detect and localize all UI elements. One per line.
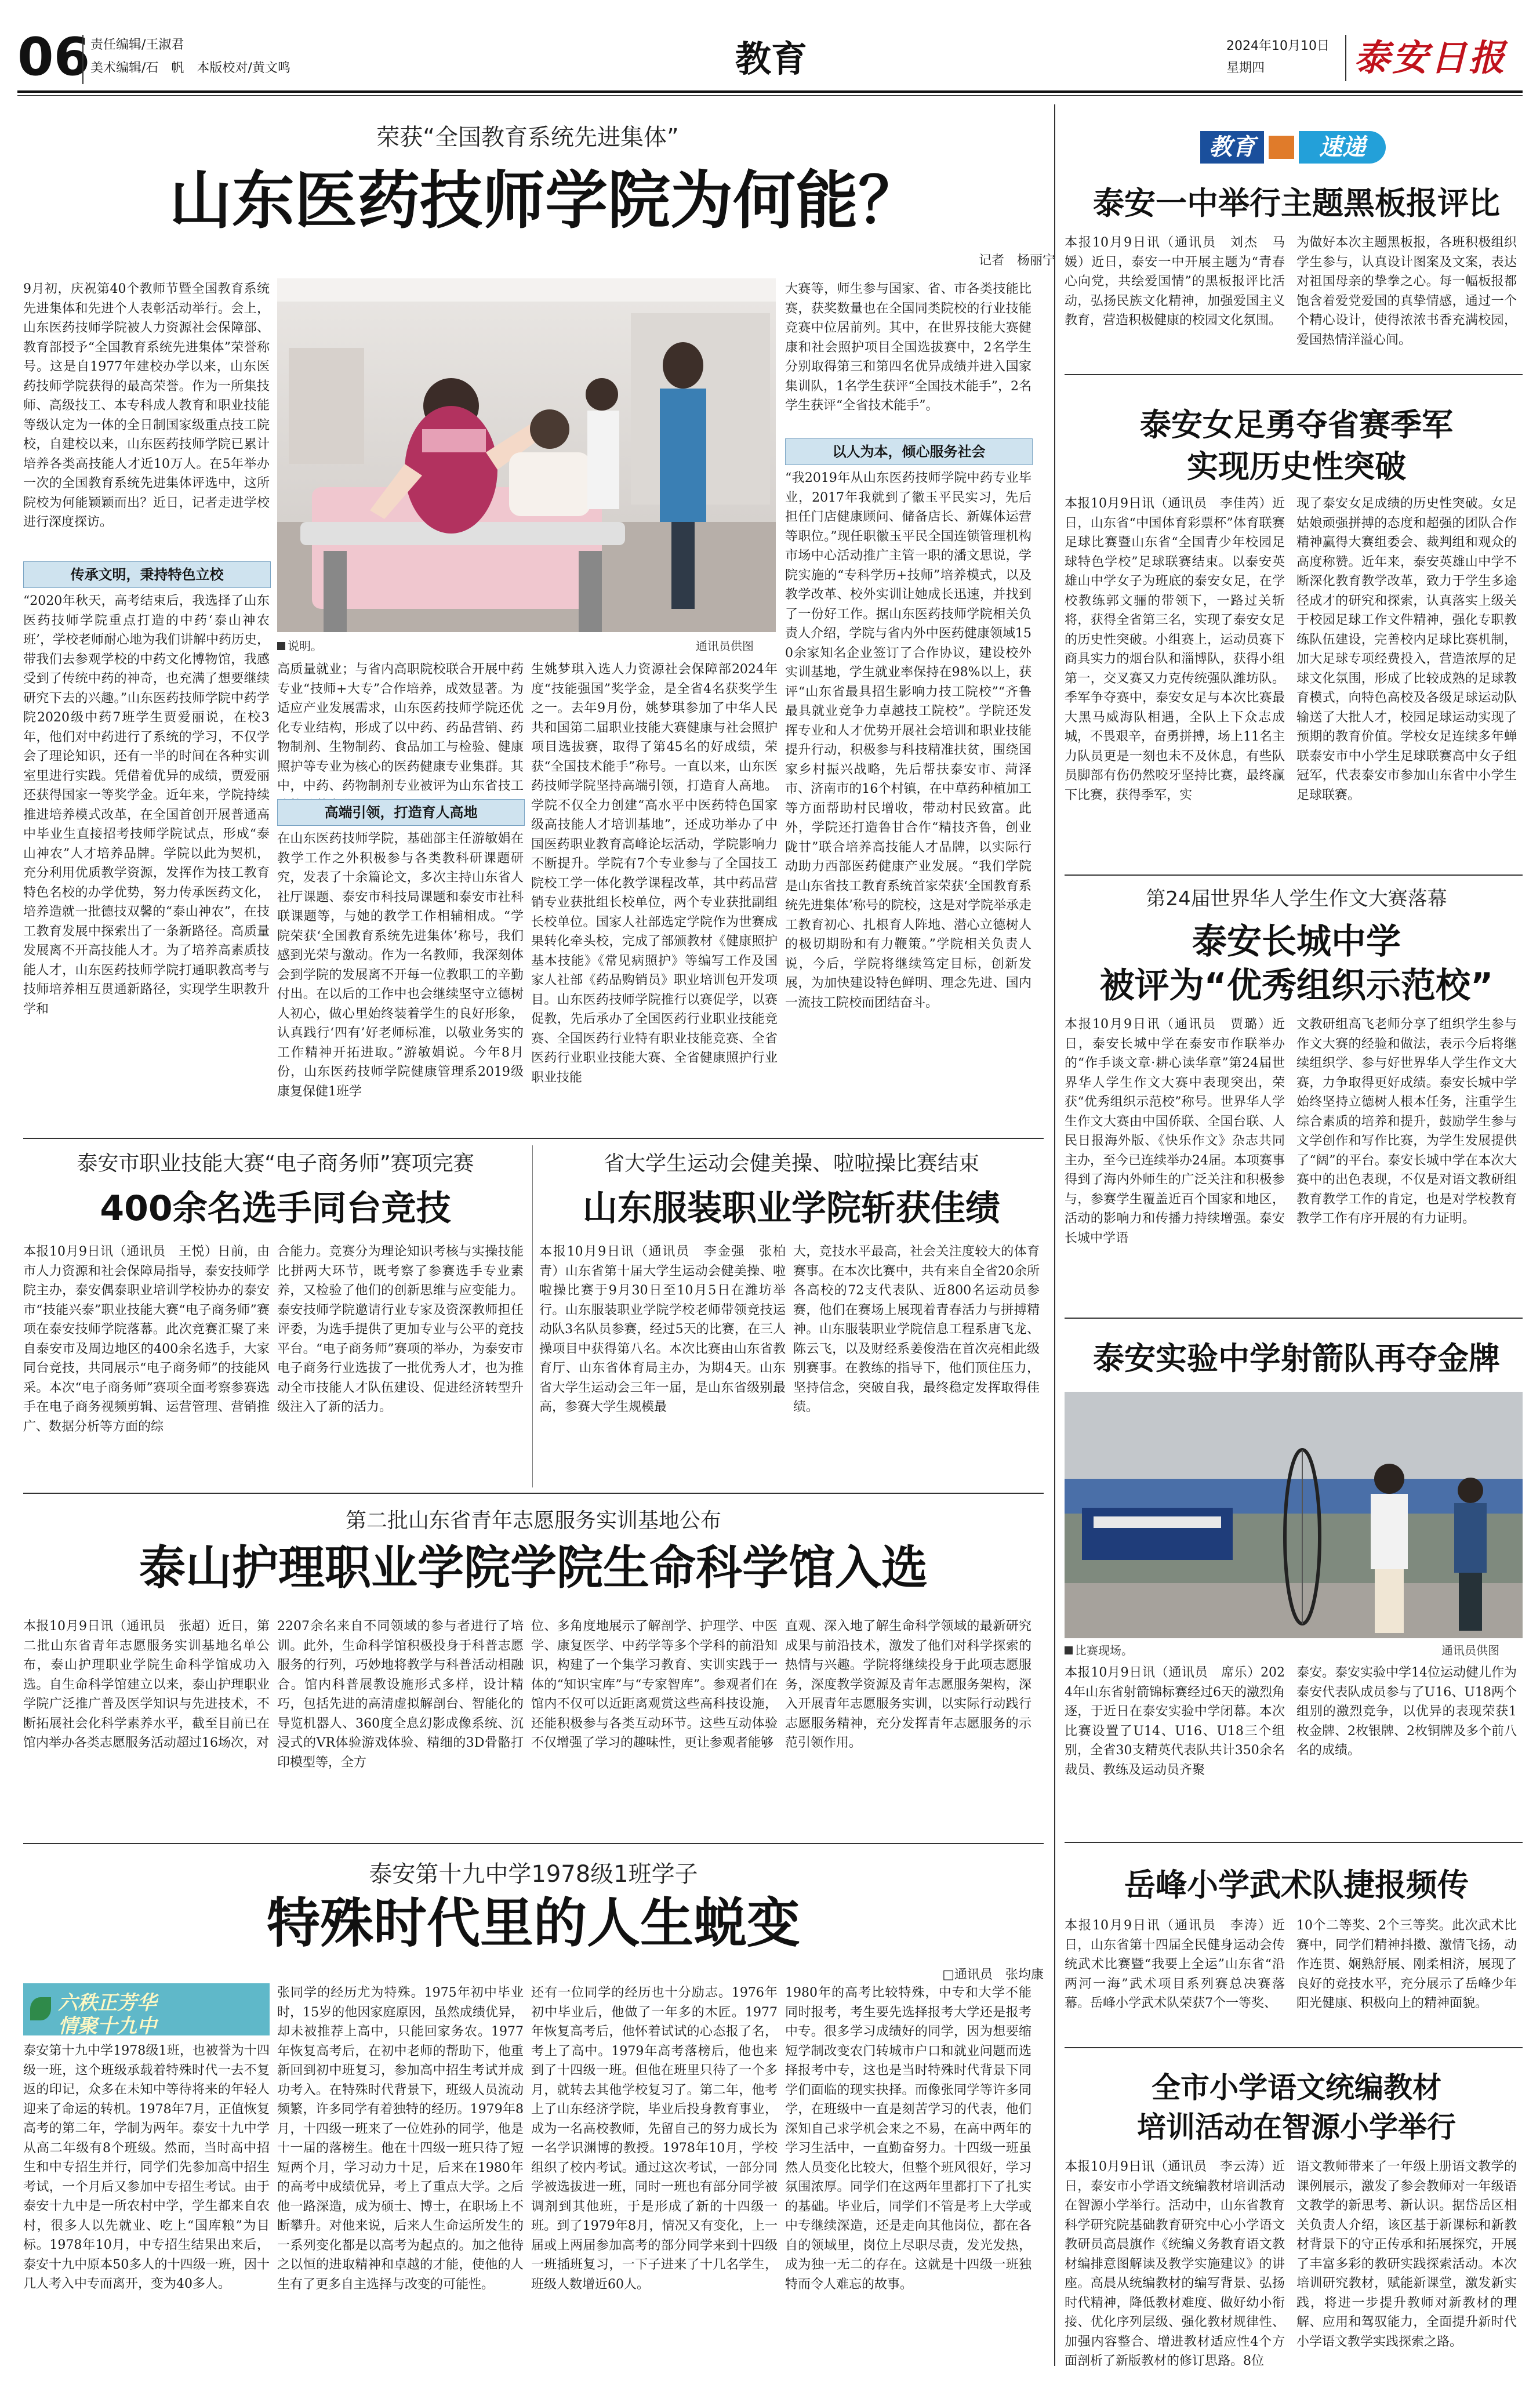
lead-photo-caption	[277, 637, 322, 654]
lead-bottom-rule	[23, 1138, 1044, 1139]
camera-icon	[1065, 1646, 1073, 1654]
lead-col1b: “2020年秋天，高考结束后，我选择了山东医药技师学院重点打造的中药‘泰山神农班’，学校老师耐心地为我们讲解中药历史，带我们去参观学校的中药文化博物馆，我感受到了传统中药的神奇，也充满了想要继续研究下去的兴趣。”山东医药技师学院中药学院2020级中药7班学生贾爱丽说，在校3年，他们对中药进行了系统的学习，不仅学会了理论知识，还有一半的时间在各种实训室里进行实践。凭借着优异的成绩，贾爱丽还获得国家一等奖学金。近年来，学院持续推进培养模式改革，在全国首创开展普通高中毕业生直接招考技师学院试点，形成“泰山神农”人才培养品牌。学院以此为契机，充分利用优质教学资源，发挥作为技工教育特色名校的办学优势，努力传承医药文化，培养造就一批德技双馨的“泰山神农”，在技工教育发展中探索出了一条新路径。高质量发展离不开高技能人才。为了培养高素质技能人才，山东医药技师学院打通职教高考与技师培养相互贯通新路径，实现学生职教升学和	[23, 594, 270, 1017]
rail-s1-title: 泰安一中举行主题黑板报评比	[1093, 185, 1500, 222]
rail-s4-title: 泰安实验中学射箭队再夺金牌	[1093, 1340, 1500, 1377]
lead-col2: 高质量就业；与省内高职院校联合开展中药专业“技师+大专”合作培养，成效显著。为适应产业发展需求，山东医药技师学院还优化专业结构，形成了以中药、药品营销、药物制剂、生物制药、食品加工与检验、健康照护等专业为核心的医药健康专业集群。其中，中药、药物制剂专业被评为山东省技工	[277, 662, 524, 793]
rail-s2-body-1: 本报10月9日讯（通讯员 李佳芮）近日，山东省“中国体育彩票杯”体育联赛足球比赛暨山东省“全国青少年校园足球特色学校”足球联赛结束。以泰安英雄山中学女子为班底的泰安女足，在学校教练郭文骊的带领下，一路过关斩将，获得全省第三名，实现了泰安女足的历史性突破。小组赛上，运动员赛下商具实力的烟台队和淄博队，获得小组第一，交叉赛又力克传统强队潍坊队。季军争夺赛中，泰安女足与本次比赛最大黑马威海队相遇，全队上下众志成城，不畏艰辛，奋勇拼搏，场上11名主力队员更是一刻也未不及休息，有些队员脚部有伤仍然咬牙坚持比赛，最终赢下比赛，获得季军，实	[1065, 496, 1285, 803]
editor-line-1: 责任编辑/王淑君	[90, 38, 184, 52]
archery-photo-caption	[1065, 1641, 1133, 1658]
rail-s3-title-2: 被评为“优秀组织示范校”	[1099, 966, 1494, 1006]
rail-s2-title-2: 实现历史性突破	[1187, 448, 1406, 485]
cheer-kicker: 省大学生运动会健美操、啦啦操比赛结束	[603, 1152, 979, 1175]
lead-subhead-3: 以人为本，倾心服务社会	[785, 438, 1033, 465]
school19-col2: 张同学的经历尤为特殊。1975年初中毕业时，15岁的他因家庭原因，虽然成绩优异，却未被推荐上高中，只能回家务农。1977年恢复高考后，在初中老师的帮助下，他重新回到初中班复习，参加高中招生考试并成功考入。在特殊时代背景下，班级人员流动频繁，许多同学有着独特的经历。1979年8月，十四级一班来了一位姓孙的同学，他是十一届的落榜生。他在十四级一班只待了短短两个月，学习动力十足，后来在1980年的高考中成绩优异，考上了重点大学。之后他一路深造，成为硕士、博士，在职场上不断攀升。对他来说，后来人生命运所发生的一系列变化都是以高考为起点的。加之他待之以恒的进取精神和卓越的才能，使他的人生有了更多自主选择与改变的可能性。	[277, 1986, 524, 2292]
lead-photo	[277, 278, 776, 632]
leaf-icon	[30, 1997, 51, 2020]
vocational-kicker: 泰安市职业技能大赛“电子商务师”赛项完赛	[77, 1152, 474, 1175]
vocational-body-2: 合能力。竞赛分为理论知识考核与实操技能比拼两大环节，既考察了参赛选手专业素养，又检验了他们的创新思维与应变能力。泰安技师学院邀请行业专家及资深教师担任评委，为选手提供了更加专业与公平的竞技平台。“电子商务师”赛项的举办，为泰安市电子商务行业选拔了一批优秀人才，也为推动全市技能人才队伍建设、促进经济转型升级注入了新的活力。	[277, 1244, 524, 1414]
rail-s6-title-2: 培训活动在智源小学举行	[1137, 2110, 1456, 2144]
rail-s6-title-1: 全市小学语文统编教材	[1152, 2071, 1441, 2104]
vocational-divider	[532, 1145, 533, 1487]
school19-col3: 还有一位同学的经历也十分励志。1976年初中毕业后，他做了一年多的木匠。1977年恢复高考后，他怀着试试的心态报了名，考上了高中。1979年高考落榜后，他也来到了十四级一班。但他在班里只待了一个多月，就转去其他学校复习了。第二年，他考上了山东经济学院，毕业后投身教育事业，成为一名高校教师，先留自己的努力成长为一名学识渊博的教授。1978年10月，学校组织了校内考试。通过这次考试，一部分同学被选拔进一班，同时一班也有部分同学被调剂到其他班，于是形成了新的十四级一班。到了1979年8月，情况又有变化，上一届或上两届参加高考的部分同学来到十四级一班插班复习，一下子进来了十几名学生，班级人数增近60人。	[531, 1986, 778, 2292]
nursing-body-1: 本报10月9日讯（通讯员 张超）近日，第二批山东省青年志愿服务实训基地名单公布，泰山护理职业学院生命科学馆成功入选。自生命科学馆建立以来，泰山护理职业学院广泛推广普及医学知识与先进技术，不断拓展社会化科学素养水平，截至目前已在馆内举办各类志愿服务活动超过16场次，对	[23, 1619, 270, 1750]
archery-photo-image	[1065, 1392, 1523, 1638]
lead-title: 山东医药技师学院为何能？	[169, 165, 921, 237]
archery-photo	[1065, 1392, 1523, 1638]
school19-col4: 1980年的高考比较特殊，中专和大学不能同时报考，考生要先选择报考大学还是报考中专。很多学习成绩好的同学，因为想要缩短学制改变农门转城市户口和就业问题而选择报考中专，这也是当时特殊时代背景下同学们面临的现实抉择。而像张同学等许多同学，在班级中一直是刻苦学习的代表，他们深知自己求学机会来之不易，在高中两年的学习生活中，一直勤奋努力。十四级一班虽然人员变化比较大，但整个班风很好，学习氛围浓厚。同学们在这两年里都打下了扎实的基础。毕业后，同学们不管是考上大学或中专继续深造，还是走向其他岗位，都在各自的领域里，岗位上尽职尽责，发光发热，成为独一无二的存在。这就是十四级一班独特而令人难忘的故事。	[785, 1986, 1031, 2292]
issue-date: 2024年10月10日	[1226, 39, 1330, 53]
cheer-bottom-rule	[23, 1493, 1044, 1494]
nursing-body-3: 位、多角度地展示了解剖学、护理学、中医学、康复医学、中药学等多个学科的前沿知识，构建了一个集学习教育、实训实践于一体的“知识宝库”与“专家智库”。参观者们在馆内不仅可以近距离观赏这些高科技设施，还能积极参与各类互动环节。这些互动体验不仅增强了学习的趣味性，更让参观者能够	[531, 1619, 778, 1750]
lead-photo-label: 说明。	[288, 639, 322, 653]
archery-photo-label: 比赛现场。	[1075, 1643, 1133, 1657]
school19-badge-line2: 情聚十九中	[58, 2015, 157, 2038]
lead-col3: 生姚梦琪入选人力资源社会保障部2024年度“技能强国”奖学金，是全省4名获奖学生之一。去年9月份，姚梦琪参加了中华人民共和国第二届职业技能大赛健康与社会照护项目选拔赛，取得了第45名的好成绩，荣获“全国技术能手”称号。一直以来，山东医药技师学院坚持高端引领，打造育人高地。学院不仅全力创建“高水平中医药特色国家级高技能人才培训基地”，还成功举办了中国医药职业教育高峰论坛活动，学院影响力不断提升。学院有7个专业参与了全国技工院校工学一体化教学课程改革，其中药品营销专业获批组长校单位，两个专业获批副组长校单位。国家人社部选定学院作为世赛成果转化牵头校，完成了部颁教材《健康照护基本技能》《常见病照护》等编写工作及国家人社部《药品购销员》职业培训包开发项目。山东医药技师学院推行以赛促学，以赛促教，先后承办了全国医药行业职业技能竞赛、全国医药行业特有职业技能竞赛、全省医药行业职业技能大赛、全省健康照护行业职业技能	[531, 662, 778, 1085]
badge-part-a: 教育	[1200, 131, 1264, 164]
rail-rule-3	[1065, 1318, 1523, 1319]
rail-s5-body-2: 10个二等奖、2个三等奖。此次武术比赛中，同学们精神抖擞、激情飞扬，动作连贯、娴熟舒展、刚柔相济，展现了良好的竞技水平，充分展示了岳峰少年阳光健康、积极向上的精神面貌。	[1296, 1918, 1517, 2011]
nursing-body-4: 直观、深入地了解生命科学领域的最新研究成果与前沿技术，激发了他们对科学探索的热情与兴趣。学院将继续投身于此项志愿服务，深度教学资源及青年志愿服务架构，深入开展青年志愿服务实训，以实际行动践行志愿服务精神，充分发挥青年志愿服务的示范引领作用。	[785, 1619, 1031, 1750]
section-title: 教育	[735, 38, 807, 80]
page-number: 06	[17, 27, 90, 88]
camera-icon	[277, 642, 285, 650]
masthead-rule	[17, 90, 1523, 93]
rail-s3-body-2: 文教研组高飞老师分享了组织学生参与作文大赛的经验和做法，表示今后将继续组织学、参与好世界华人学生作文大赛，力争取得更好成绩。泰安长城中学始终坚持立德树人根本任务，注重学生综合素质的培养和提升，鼓励学生参与文学创作和写作比赛，为学生发展提供了“阔”的平台。泰安长城中学在本次大赛中的出色表现，不仅是对语文教研组教育教学工作的肯定，也是对学校教育教学工作有序开展的有力证明。	[1296, 1017, 1517, 1226]
rail-s6-body-1: 本报10月9日讯（通讯员 李云涛）近日，泰安市小学语文统编教材培训活动在智源小学举行。活动中，山东省教育科学研究院基础教育研究中心小学语文教研员高晨旗作《统编义务教育语文教材编排意图解读及教学实施建议》的讲座。高晨从统编教材的编写背景、弘扬时代精神，降低教材难度、做好幼小衔接、优化序列层级、强化教材规律性、加强内容整合、增进教材适应性4个方面剖析了新版教材的修订思路。8位	[1065, 2160, 1285, 2368]
nursing-bottom-rule	[23, 1843, 1044, 1844]
paper-logo: 泰安日报	[1354, 37, 1508, 79]
school19-kicker: 泰安第十九中学1978级1班学子	[369, 1861, 698, 1888]
rail-s2-body-2: 现了泰安女足成绩的历史性突破。女足姑娘顽强拼搏的态度和超强的团队合作精神赢得大赛组委会、裁判组和观众的高度称赞。近年来，泰安英雄山中学不断深化教育教学改革，致力于学生多途径成才的研究和探索，认真落实上级关于校园足球工作文件精神，强化专职教练队伍建设，完善校内足球比赛机制，加大足球专项经费投入，营造浓厚的足球文化氛围，形成了比较成熟的足球教育模式，向特色高校及各级足球运动队输送了大批人才，校园足球运动实现了预期的教育价值。学校女足连续多年蝉联泰安市中小学生足球联赛高中女子组冠军，代表泰安市参加山东省中小学生足球联赛。	[1296, 496, 1517, 803]
rail-s4-body-2: 泰安。泰安实验中学14位运动健儿作为泰安代表队成员参与了U16、U18两个组别的激烈竞争，以优异的表现荣获1枚金牌、2枚银牌、2枚铜牌及多个前八名的成绩。	[1296, 1665, 1517, 1758]
lead-photo-credit: 通讯员供图	[696, 639, 754, 653]
cheer-body-1: 本报10月9日讯（通讯员 李金强 张柏青）山东省第十届大学生运动会健美操、啦啦操比赛于9月30日至10月5日在潍坊举行。山东服装职业学院学校老师带领竞技运动队3名队员参赛，经过5天的比赛，在三人操项目中获得第八名。本次比赛由山东省教育厅、山东省体育局主办，为期4天。山东省大学生运动会三年一届，是山东省级别最高，参赛大学生规模最	[539, 1244, 786, 1414]
vocational-title: 400余名选手同台竞技	[100, 1188, 451, 1229]
school19-byline: □通讯员 张均康	[942, 1968, 1044, 1982]
lead-subhead-2: 高端引领，打造育人高地	[277, 799, 525, 826]
school19-badge	[23, 1983, 270, 2038]
archery-photo-credit: 通讯员供图	[1441, 1643, 1499, 1657]
rail-s3-kicker: 第24届世界华人学生作文大赛落幕	[1146, 887, 1447, 910]
nursing-kicker: 第二批山东省青年志愿服务实训基地公布	[345, 1509, 721, 1533]
rail-s1-body-2: 为做好本次主题黑板报，各班积极组织学生参与，认真设计图案及文案，表达对祖国母亲的挚拳之心。每一幅板报都饱含着爱党爱国的真挚情感，通过一个个精心设计，使得浓浓书香充满校园，爱国热情洋溢心间。	[1296, 235, 1517, 347]
masthead-divider	[82, 35, 83, 84]
editor-line-2: 美术编辑/石 帆 本版校对/黄文鸣	[90, 61, 290, 75]
lead-col4b: “我2019年从山东医药技师学院中药专业毕业，2017年我就到了徽玉平民实习，先后担任门店健康顾问、储备店长、新媒体运营等职位。”现任职徽玉平民全国连锁管理机构市场中心活动推广主管一职的潘文思说，学院实施的“专科学历+技师”培养模式，以及教学改革、校外实训让她成长迅速，并找到了一份好工作。据山东医药技师学院相关负责人介绍，学院与省内外中医药健康领域150余家知名企业签订了合作协议，建设校外实训基地，学生就业率保持在98%以上，获评“山东省最具招生影响力技工院校”“齐鲁最具就业竞争力卓越技工院校”。学院还发挥专业和人才优势开展社会培训和职业技能提升行动，积极参与科技精准扶贫，围绕国家乡村振兴战略，先后帮扶泰安市、菏泽市、济南市的16个村镇，在中草药种植加工等方面帮助村民增收，带动村民致富。此外，学院还打造鲁甘合作“精技齐鲁，创业陇甘”联合培养高技能人才品牌，以实际行动助力西部医药健康产业发展。“我们学院是山东省技工教育系统首家荣获‘全国教育系统先进集体’称号的院校，这是对学院举承走工教育初心、扎根育人阵地、潜心立德树人的极切期盼和有力鞭策。”学院相关负责人说，今后，学院将继续笃定目标，创新发展，为加快建设特色鲜明、理念先进、国内一流技工院校而团结奋斗。	[785, 471, 1031, 1010]
school19-badge-line1: 六秩正芳华	[58, 1991, 157, 2015]
issue-weekday: 星期四	[1226, 61, 1265, 75]
cheer-body-2: 大，竞技水平最高，社会关注度较大的体育赛事。在本次比赛中，共有来自全省20余所各高校的72支代表队、近800名运动员参赛，他们在赛场上展现着青春活力与拼搏精神。山东服装职业学院信息工程系唐飞龙、陈云飞，以及财经系姜俊浩在首次亮相此级别赛事。在教练的指导下，他们顶住压力，坚持信念，突破自我，最终稳定发挥取得佳绩。	[793, 1244, 1040, 1414]
rail-rule-1	[1065, 374, 1523, 375]
rail-s5-title: 岳峰小学武术队捷报频传	[1124, 1867, 1469, 1903]
vocational-body-1: 本报10月9日讯（通讯员 王悦）日前，由市人力资源和社会保障局指导，泰安技师学院主办，泰安偶泰职业培训学校协办的泰安市“技能兴泰”职业技能大赛“电子商务师”赛项在泰安技师学院落幕。此次竞赛汇聚了来自泰安市及周边地区的400余名选手，大家同台竞技，共同展示“电子商务师”的技能风采。本次“电子商务师”赛项全面考察参赛选手在电子商务视频剪辑、运营管理、营销推广、数据分析等方面的综	[23, 1244, 270, 1434]
rail-rule-4	[1065, 1842, 1523, 1843]
rail-s3-title-1: 泰安长城中学	[1192, 921, 1401, 962]
school19-col1: 泰安第十九中学1978级1班，也被誉为十四级一班，这个班级承载着特殊时代一去不复返的印记，众多在未知中等待将来的年轻人迎来了命运的转机。1978年7月，正值恢复高考的第二年，学制为两年。泰安十九中学从高二年级有8个班级。然而，当时高中招生和中专招生并行，同学们先参加高中招生考试，一个月后又参加中专招生考试。由于泰安十九中是一所农村中学，学生都来自农村，很多人以先就业、吃上“国库粮”为目标。1978年10月，中专招生结果出来后，泰安十九中原本50多人的十四级一班，因十几人考入中专而离开，变为40多人。	[23, 2044, 270, 2291]
lead-col4a: 大赛等，师生参与国家、省、市各类技能比赛，获奖数量也在全国同类院校的行业技能竞赛中位居前列。其中，在世界技能大赛健康和社会照护项目全国选拔赛中，2名学生分别取得第三和第四名优异成绩并进入国家集训队，1名学生获评“全国技术能手”，2名学生获评“全省技术能手”。	[785, 282, 1031, 413]
rail-rule-2	[1065, 875, 1523, 876]
school19-title: 特殊时代里的人生蜕变	[266, 1892, 800, 1954]
lead-photo-image	[277, 278, 776, 632]
nursing-body-2: 2207余名来自不同领域的参与者进行了培训。此外，生命科学馆积极投身于科普志愿服务的行列，巧妙地将教学与科普活动相融合。馆内科普展教设施形式多样，设计精巧，包括先进的高清虚拟解剖台、智能化的导览机器人、360度全息幻影成像系统、沉浸式的VR体验游戏体验、精细的3D骨骼打印模型等，全方	[277, 1619, 524, 1770]
masthead-rule-thin	[17, 95, 1523, 96]
rail-s5-body-1: 本报10月9日讯（通讯员 李涛）近日，山东省第十四届全民健身运动会传统武术比赛暨“我要上全运”山东省“沿两河一海”武术项目系列赛总决赛落幕。岳峰小学武术队荣获7个一等奖、	[1065, 1918, 1285, 2011]
rail-rule-5	[1065, 2047, 1523, 2048]
masthead-divider-2	[1345, 35, 1346, 81]
news-express-badge	[1200, 129, 1392, 166]
rail-s1-body-1: 本报10月9日讯（通讯员 刘杰 马媛）近日，泰安一中开展主题为“青春心向党，共绘爱国情”的黑板报评比活动，弘扬民族文化精神，加强爱国主义教育，营造积极健康的校园文化氛围。	[1065, 235, 1285, 328]
lead-subhead-1: 传承文明，秉持特色立校	[23, 561, 271, 588]
school-building-icon	[1269, 136, 1294, 159]
rail-s6-body-2: 语文教师带来了一年级上册语文教学的课例展示，激发了参会教师对一年级语文教学的新思考、新认识。据岱岳区相关负责人介绍，该区基于新课标和新教材背景下的守正传承和拓展探究，开展了丰富多彩的教研实践探索活动。本次培训研究教材，赋能新课堂，激发新实践，将进一步提升教师对新教材的理解、应用和驾驭能力，全面提升新时代小学语文教学实践探索之路。	[1296, 2160, 1517, 2349]
badge-part-b: 速递	[1299, 131, 1386, 164]
lead-col1: 9月初，庆祝第40个教师节暨全国教育系统先进集体和先进个人表彰活动举行。会上，山东医药技师学院被人力资源社会保障部、教育部授予“全国教育系统先进集体”荣誉称号。这是自1977年建校办学以来，山东医药技师学院获得的最高荣誉。作为一所集技师、高级技工、本专科成人教育和职业技能等级认定为一体的全日制国家级重点技工院校，自建校以来，山东医药技师学院已累计培养各类高技能人才近10万人。在5年举办一次的全国教育系统先进集体评选中，这所院校为何能颖颖而出？近日，记者走进学校进行深度探访。	[23, 282, 270, 529]
nursing-title: 泰山护理职业学院学院生命科学馆入选	[139, 1541, 928, 1595]
rail-s2-title-1: 泰安女足勇夺省赛季军	[1140, 407, 1453, 443]
lead-kicker: 荣获“全国教育系统先进集体”	[376, 124, 679, 151]
cheer-title: 山东服装职业学院斩获佳绩	[583, 1188, 1000, 1229]
main-rail-divider	[1054, 104, 1055, 2366]
rail-s3-body-1: 本报10月9日讯（通讯员 贾璐）近日，泰安长城中学在泰安市作联举办的“作手谈文章·耕心读华章”第24届世界华人学生作文大赛中表现突出，荣获“优秀组织示范校”称号。世界华人学生作文大赛由中国侨联、全国台联、人民日报海外版、《快乐作文》杂志共同主办，至今已连续举办24届。本项赛事得到了海内外师生的广泛关注和积极参与，参赛学生覆盖近百个国家和地区，活动的影响力和传播力持续增强。泰安长城中学语	[1065, 1017, 1285, 1246]
lead-byline: 记者 杨丽宁	[978, 253, 1055, 268]
lead-col2b: 在山东医药技师学院，基础部主任游敏娟在教学工作之外积极参与各类教科研课题研究，发表了十余篇论文，多次主持山东省人社厅课题、泰安市科技局课题和泰安市社科联课题等，与她的教学工作相辅相成。“学院荣获‘全国教育系统先进集体’称号，我们感到光荣与激动。作为一名教师，我深刻体会到学院的发展离不开每一位教职工的辛勤付出。在以后的工作中也会继续坚守立德树人初心，做心里始终装着学生的良好形象，认真践行‘四有’好老师标准，以敬业务实的工作精神开拓进取。”游敏娟说。今年8月份，山东医药技师学院健康管理系2019级康复保健1班学	[277, 832, 524, 1099]
rail-s4-body-1: 本报10月9日讯（通讯员 席乐）2024年山东省射箭锦标赛经过6天的激烈角逐，于近日在泰安实验中学闭幕。本次比赛设置了U14、U16、U18三个组别，全省30支精英代表队共计350余名裁员、教练及运动员齐聚	[1065, 1665, 1285, 1777]
